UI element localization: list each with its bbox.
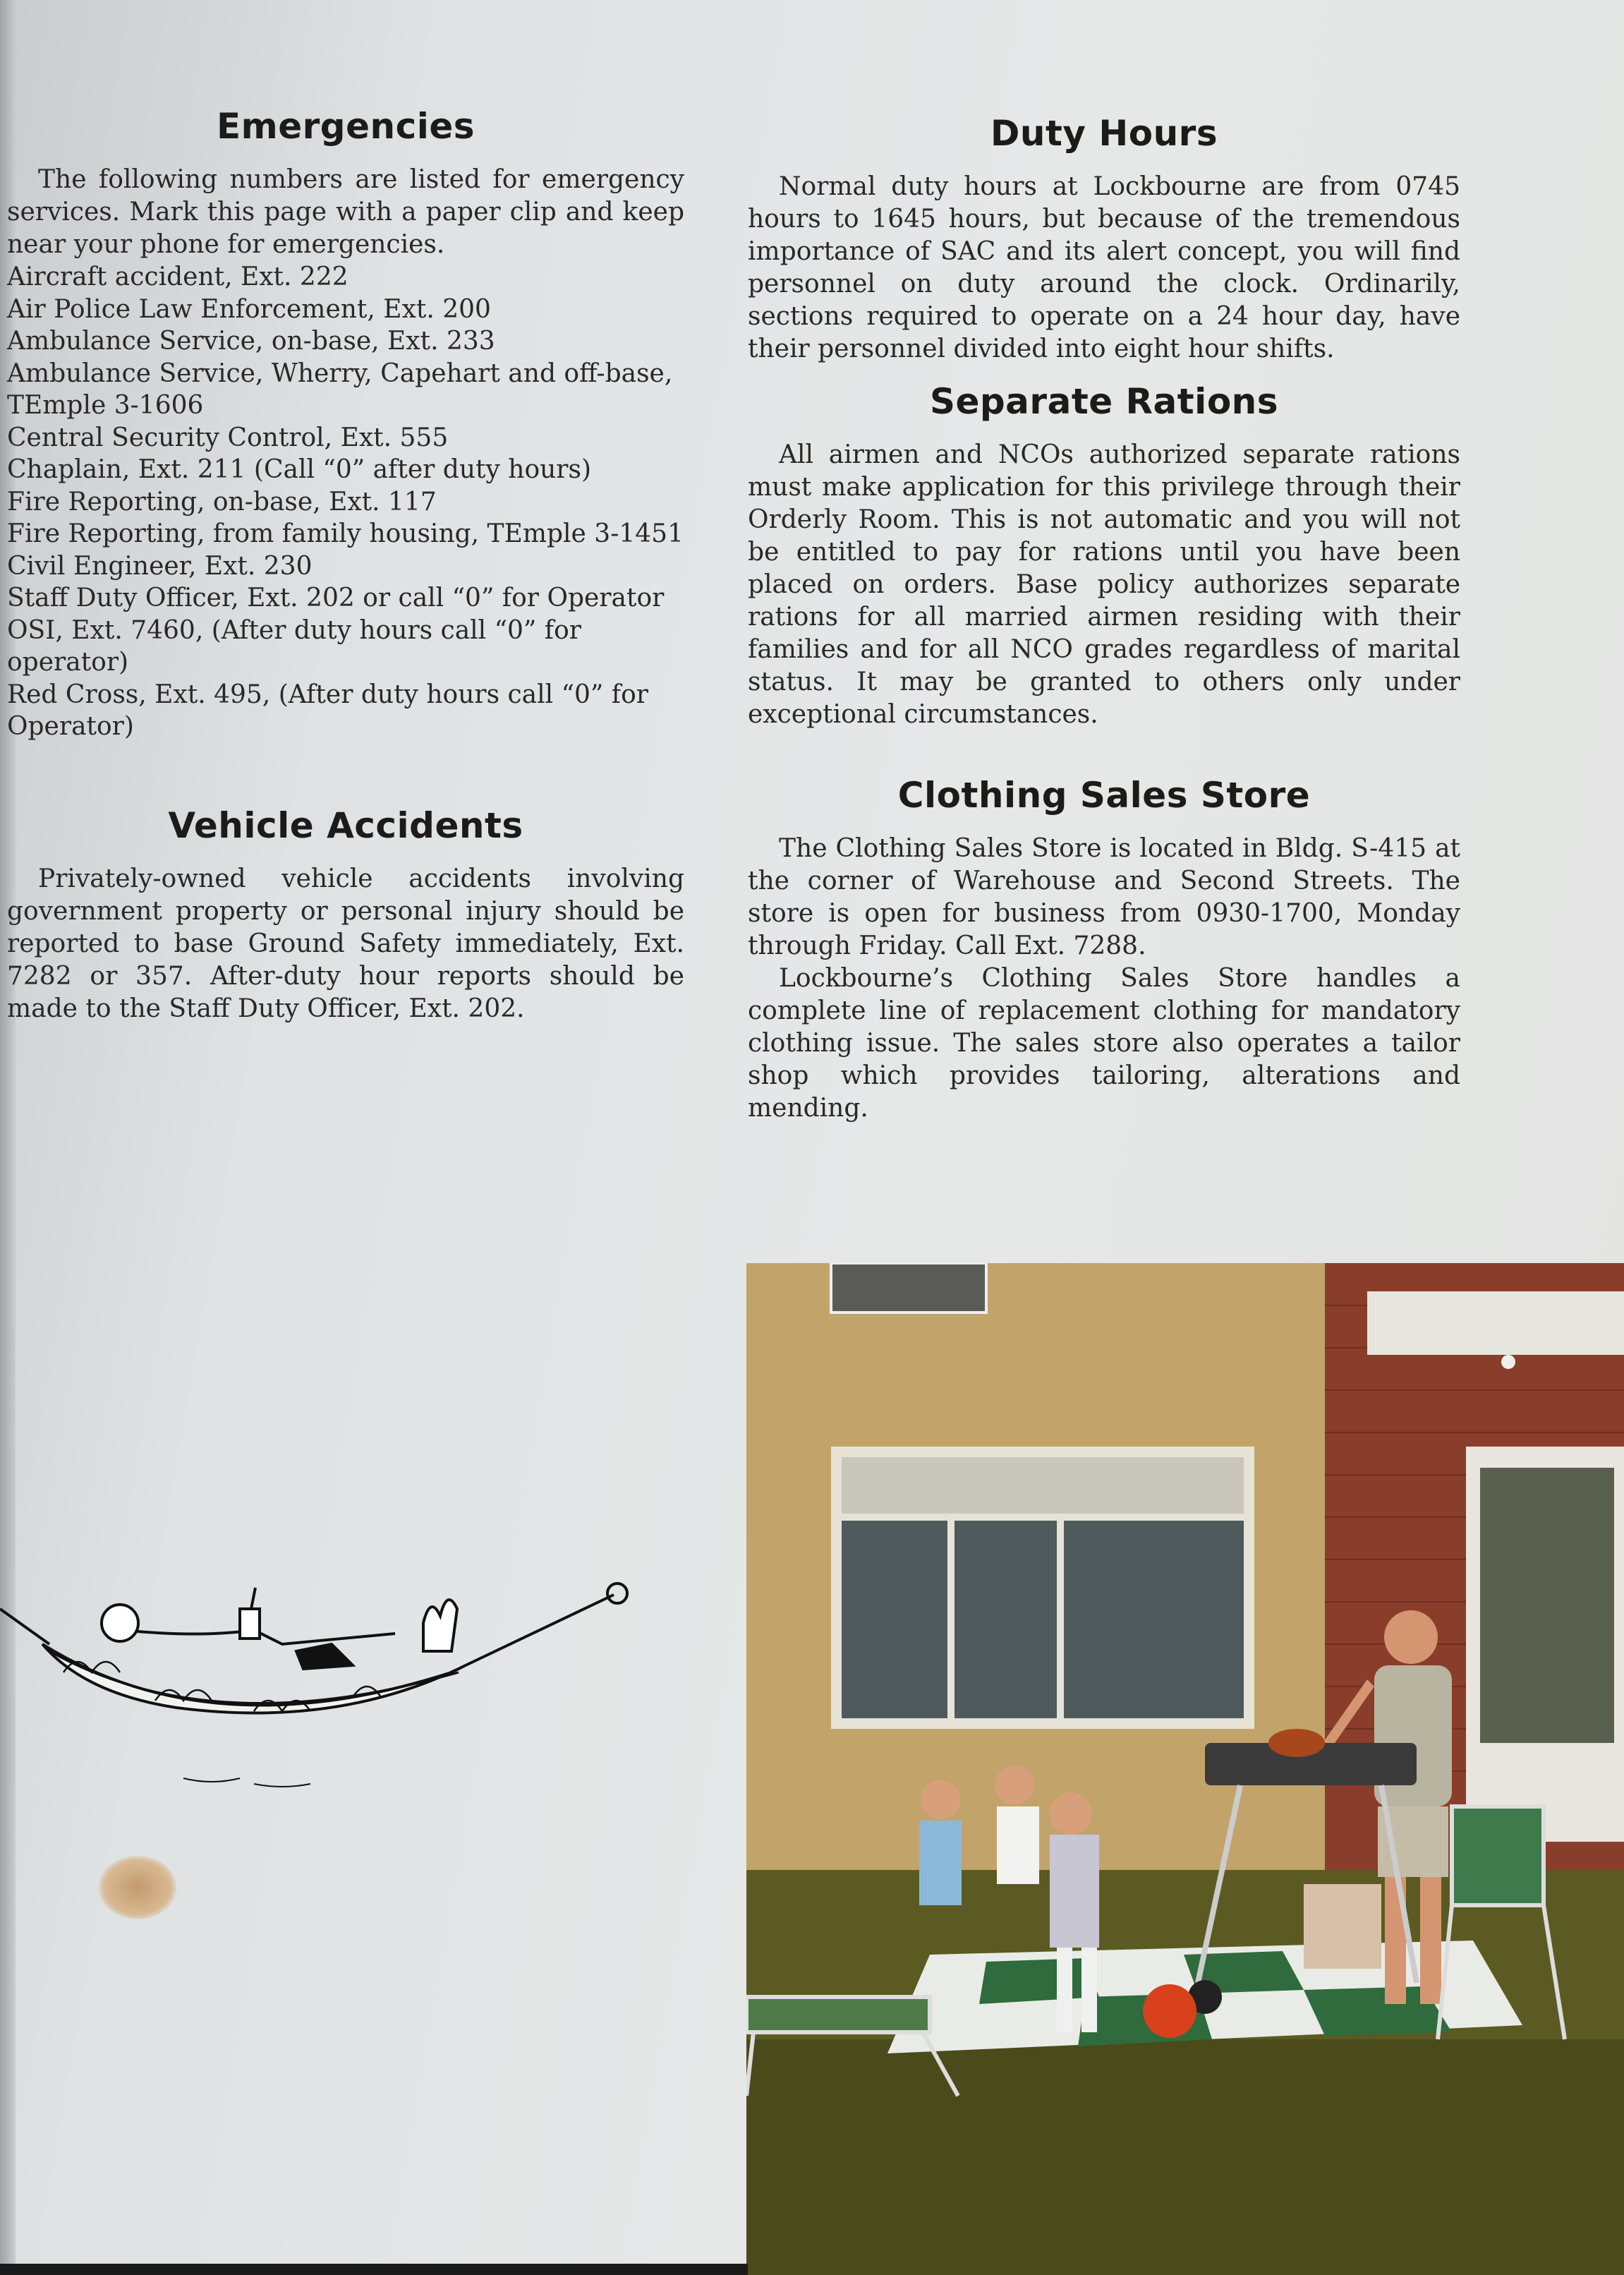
emergency-numbers-list <box>7 261 684 743</box>
duty-hours-body: Normal duty hours at Lockbourne are from 0745 hours to 1645 hours, but because of the tremendous importance of SAC and its alert concept, you will find personnel on duty around the clock. Ordinarily, sections required to operate on a 24 hour day, have their personnel divided into eight hour shifts. <box>748 172 1460 363</box>
list-item: Civil Engineer, Ext. 230 <box>7 551 313 581</box>
separate-rations-section <box>748 381 1460 731</box>
vehicle-accidents-section <box>7 805 684 1025</box>
list-item: Fire Reporting, from family housing, TEmple 3-1451 <box>7 519 684 548</box>
list-item: Staff Duty Officer, Ext. 202 or call “0” for Operator <box>7 584 665 612</box>
hammock-rope-right <box>466 1595 614 1665</box>
left-column <box>7 106 684 1025</box>
vehicle-accidents-body: Privately-owned vehicle accidents involving government property or personal injury should be reported to base Ground Safety immediately, Ext. 7282 or 357. After-duty hour reports should be made to the Staff Duty Officer, Ext. 202. <box>7 864 684 1023</box>
scan-edge <box>0 2264 748 2275</box>
list-item: Ambulance Service, Wherry, Capehart and off-base, TEmple 3-1606 <box>7 358 673 420</box>
hammock-illustration <box>0 1567 635 1799</box>
right-column <box>748 113 1460 1125</box>
porch-awning <box>1367 1291 1624 1355</box>
emergencies-title: Emergencies <box>216 106 475 147</box>
clothing-sales-para1: The Clothing Sales Store is located in Bldg. S-415 at the corner of Warehouse and Second Streets. The store is open for business from 0930-1700, Monday through Friday. Call Ext. 7288. <box>748 834 1460 960</box>
vehicle-accidents-title: Vehicle Accidents <box>168 804 523 846</box>
family-barbecue-photo <box>746 1263 1624 2275</box>
list-item: OSI, Ext. 7460, (After duty hours call “0” for operator) <box>7 615 581 677</box>
coffee-stain <box>99 1856 176 1919</box>
separate-rations-body: All airmen and NCOs authorized separate rations must make application for this privilege through their Orderly Room. This is not automatic and you will not be entitled to pay for rations until you have been placed on orders. Base policy authorizes separate rations for all married airmen residing with their families and for all NCO grades regardless of marital status. It may be granted to others only under exceptional circumstances. <box>748 440 1460 729</box>
clothing-sales-para2: Lockbourne’s Clothing Sales Store handles a complete line of replacement clothing for mandatory clothing issue. The sales store also operates a tailor shop which provides tailoring, alterations and mending. <box>748 964 1460 1123</box>
hammock-ring <box>607 1583 627 1603</box>
list-item: Chaplain, Ext. 211 (Call “0” after duty hours) <box>7 455 592 484</box>
red-ball <box>1143 1984 1196 2038</box>
clothing-sales-title: Clothing Sales Store <box>897 775 1311 816</box>
emergencies-intro: The following numbers are listed for emergency services. Mark this page with a paper clip and keep near your phone for emergencies. <box>7 165 684 259</box>
list-item: Ambulance Service, on-base, Ext. 233 <box>7 327 495 356</box>
emergencies-section <box>7 106 684 743</box>
list-item: Air Police Law Enforcement, Ext. 200 <box>7 294 491 324</box>
duty-hours-title: Duty Hours <box>990 113 1218 154</box>
list-item: Red Cross, Ext. 495, (After duty hours call “0” for Operator) <box>7 680 648 741</box>
separate-rations-title: Separate Rations <box>929 381 1279 422</box>
duty-hours-section <box>748 113 1460 366</box>
list-item: Fire Reporting, on-base, Ext. 117 <box>7 487 437 517</box>
clothing-sales-section <box>748 775 1460 1125</box>
hammock-rope-left <box>0 1609 49 1644</box>
list-item: Central Security Control, Ext. 555 <box>7 423 449 452</box>
list-item: Aircraft accident, Ext. 222 <box>7 262 349 291</box>
